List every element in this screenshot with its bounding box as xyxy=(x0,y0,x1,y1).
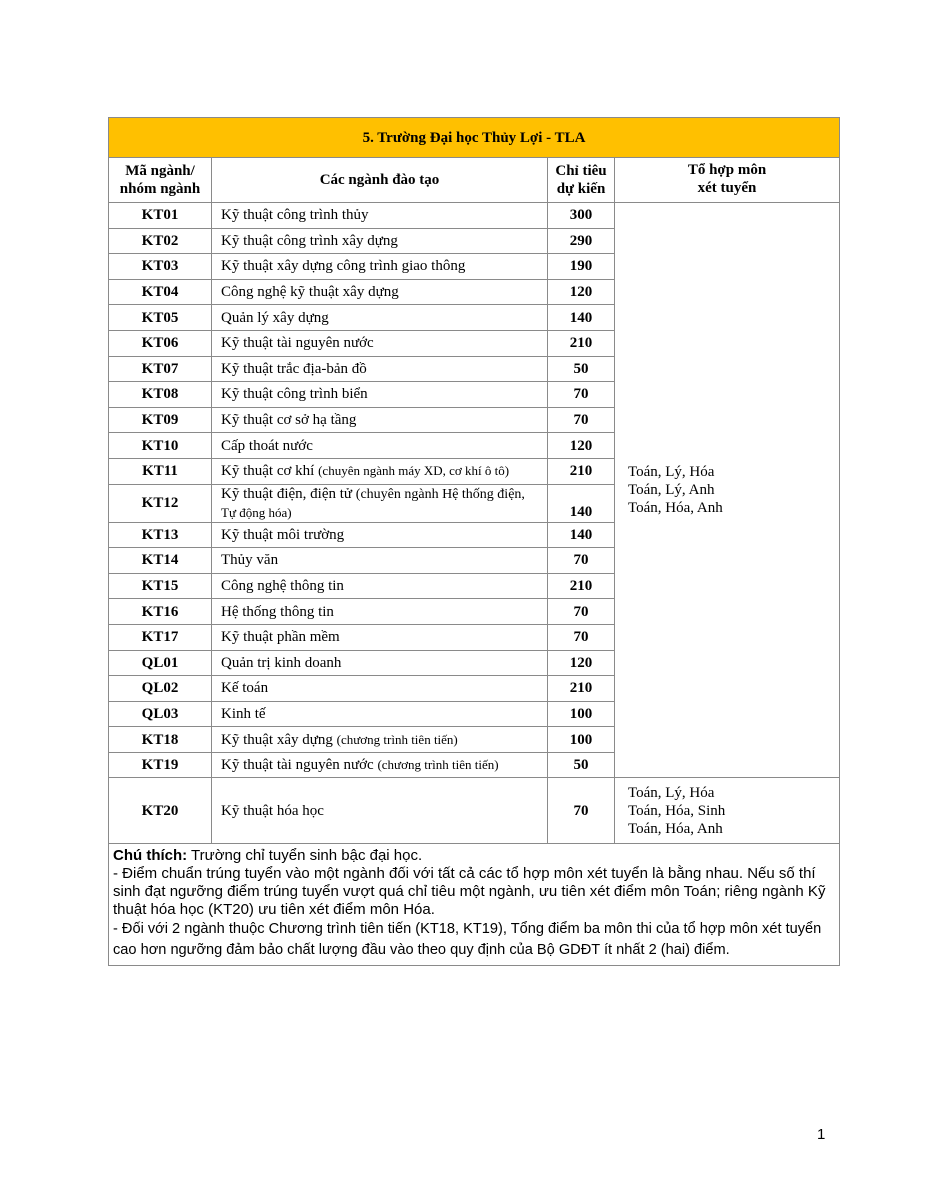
header-quota xyxy=(548,158,615,203)
program-quota: 190 xyxy=(548,254,615,280)
subject-combo: Toán, Lý, Hóa xyxy=(628,784,715,801)
program-name: Kỹ thuật tài nguyên nước xyxy=(221,757,374,774)
notes-line1 xyxy=(113,847,837,865)
program-quota: 70 xyxy=(548,599,615,625)
program-note: (chuyên ngành máy XD, cơ khí ô tô) xyxy=(318,463,510,479)
program-name-cell xyxy=(212,484,548,522)
program-name-cell xyxy=(212,727,548,753)
program-name: Kỹ thuật phần mềm xyxy=(221,629,340,646)
program-name: Kỹ thuật tài nguyên nước xyxy=(221,335,374,352)
program-quota: 120 xyxy=(548,279,615,305)
program-quota: 140 xyxy=(548,522,615,548)
program-name: Kỹ thuật môi trường xyxy=(221,526,345,543)
program-name-cell xyxy=(212,778,548,844)
header-quota-line1: Chỉ tiêu xyxy=(555,163,607,179)
program-code: QL01 xyxy=(109,650,212,676)
notes xyxy=(109,844,840,966)
program-code: KT15 xyxy=(109,573,212,599)
program-name: Kỹ thuật công trình thủy xyxy=(221,207,369,224)
program-quota: 50 xyxy=(548,356,615,382)
notes-para2: - Điểm chuẩn trúng tuyển vào một ngành đối với tất cả các tổ hợp môn xét tuyển là bằng nhau. Nếu số thí sinh đạt ngưỡng điểm trúng tuyển vượt quá chỉ tiêu một ngành, ưu tiên xét điểm môn Toán; riêng ngành Kỹ thuật hóa học (KT20) ưu tiên xét điểm môn Hóa. xyxy=(113,865,826,919)
program-name: Quản lý xây dựng xyxy=(221,309,329,326)
program-name-cell xyxy=(212,624,548,650)
subject-combo: Toán, Lý, Anh xyxy=(628,482,715,499)
program-name: Kỹ thuật xây dựng xyxy=(221,731,333,748)
program-code: KT01 xyxy=(109,203,212,229)
program-note: (chuyên ngành Hệ thống điện, xyxy=(355,486,525,502)
program-code: KT19 xyxy=(109,752,212,778)
subject-combo: Toán, Lý, Hóa xyxy=(628,464,715,481)
program-code: QL02 xyxy=(109,676,212,702)
program-name: Công nghệ thông tin xyxy=(221,578,344,595)
notes-para3: - Đối với 2 ngành thuộc Chương trình tiên tiến (KT18, KT19), Tổng điểm ba môn thi của tổ hợp môn xét tuyển cao hơn ngưỡng đảm bảo chất lượng đầu vào theo quy định của Bộ GDĐT ít nhất 2 (hai) điểm. xyxy=(113,921,822,958)
header-code xyxy=(109,158,212,203)
program-name: Cấp thoát nước xyxy=(221,437,313,454)
program-name: Kế toán xyxy=(221,680,269,697)
header-code-line1: Mã ngành/ xyxy=(125,163,195,179)
program-name: Kỹ thuật công trình xây dựng xyxy=(221,232,398,249)
notes-row xyxy=(109,844,840,966)
program-name-cell xyxy=(212,305,548,331)
program-name-cell xyxy=(212,522,548,548)
program-name-cell xyxy=(212,382,548,408)
program-code: QL03 xyxy=(109,701,212,727)
program-name-cell xyxy=(212,701,548,727)
subject-combos-kt20 xyxy=(615,778,840,844)
program-name: Hệ thống thông tin xyxy=(221,603,334,620)
program-code: KT11 xyxy=(109,458,212,484)
program-quota: 210 xyxy=(548,573,615,599)
program-note-cont: Tự động hóa) xyxy=(221,504,292,520)
program-name-cell xyxy=(212,254,548,280)
program-code: KT03 xyxy=(109,254,212,280)
header-combo-line2: xét tuyển xyxy=(697,180,757,196)
program-quota: 70 xyxy=(548,382,615,408)
program-name-cell xyxy=(212,330,548,356)
program-code: KT10 xyxy=(109,433,212,459)
program-code: KT06 xyxy=(109,330,212,356)
page-number: 1 xyxy=(817,1126,826,1143)
program-code: KT18 xyxy=(109,727,212,753)
program-quota: 70 xyxy=(548,624,615,650)
program-code: KT04 xyxy=(109,279,212,305)
program-note: (chương trình tiên tiến) xyxy=(377,757,499,773)
program-quota: 100 xyxy=(548,727,615,753)
program-name-cell xyxy=(212,407,548,433)
program-code: KT20 xyxy=(109,778,212,844)
program-quota: 210 xyxy=(548,458,615,484)
program-code: KT16 xyxy=(109,599,212,625)
header-combo-line1: Tổ hợp môn xyxy=(687,162,767,178)
program-code: KT13 xyxy=(109,522,212,548)
program-code: KT08 xyxy=(109,382,212,408)
program-quota: 120 xyxy=(548,433,615,459)
program-name: Kỹ thuật hóa học xyxy=(221,802,324,819)
program-name-cell xyxy=(212,752,548,778)
program-quota: 300 xyxy=(548,203,615,229)
program-quota: 210 xyxy=(548,330,615,356)
program-name: Kinh tế xyxy=(221,705,266,722)
program-name-cell xyxy=(212,279,548,305)
program-code: KT12 xyxy=(109,484,212,522)
program-code: KT17 xyxy=(109,624,212,650)
program-name-cell xyxy=(212,356,548,382)
header-combo xyxy=(615,158,840,203)
program-name-cell xyxy=(212,676,548,702)
notes-label: Chú thích: xyxy=(113,847,188,865)
header-name: Các ngành đào tạo xyxy=(212,158,548,203)
program-name: Công nghệ kỹ thuật xây dựng xyxy=(221,284,399,301)
notes-line1-text: Trường chỉ tuyển sinh bậc đại học. xyxy=(187,847,423,865)
table-title: 5. Trường Đại học Thủy Lợi - TLA xyxy=(109,118,840,158)
program-name-cell xyxy=(212,548,548,574)
table-row xyxy=(109,778,840,844)
program-code: KT14 xyxy=(109,548,212,574)
program-name-cell xyxy=(212,203,548,229)
subject-combo: Toán, Hóa, Anh xyxy=(628,820,723,837)
program-name: Kỹ thuật điện, điện tử xyxy=(221,485,353,502)
subject-combos-main xyxy=(615,203,840,778)
admissions-table xyxy=(108,117,840,966)
program-quota: 70 xyxy=(548,778,615,844)
program-name: Kỹ thuật cơ sở hạ tầng xyxy=(221,412,357,429)
program-name-cell xyxy=(212,433,548,459)
program-quota: 140 xyxy=(548,305,615,331)
table-row xyxy=(109,203,840,229)
program-name-cell xyxy=(212,650,548,676)
subject-combo: Toán, Hóa, Anh xyxy=(628,500,723,517)
program-name-cell xyxy=(212,573,548,599)
program-name: Thủy văn xyxy=(221,552,279,569)
program-name-cell xyxy=(212,458,548,484)
program-name: Kỹ thuật công trình biển xyxy=(221,386,368,403)
header-quota-line2: dự kiến xyxy=(556,181,606,197)
program-quota: 70 xyxy=(548,407,615,433)
program-name: Kỹ thuật cơ khí xyxy=(221,463,315,480)
program-code: KT07 xyxy=(109,356,212,382)
program-quota: 70 xyxy=(548,548,615,574)
program-quota: 210 xyxy=(548,676,615,702)
program-note: (chương trình tiên tiến) xyxy=(336,731,458,747)
program-name: Kỹ thuật trắc địa-bản đồ xyxy=(221,360,367,377)
program-name-cell xyxy=(212,228,548,254)
program-name: Quản trị kinh doanh xyxy=(221,654,342,671)
program-quota: 120 xyxy=(548,650,615,676)
subject-combo: Toán, Hóa, Sinh xyxy=(628,802,726,819)
program-quota: 290 xyxy=(548,228,615,254)
program-quota: 50 xyxy=(548,752,615,778)
program-code: KT05 xyxy=(109,305,212,331)
program-code: KT02 xyxy=(109,228,212,254)
program-name: Kỹ thuật xây dựng công trình giao thông xyxy=(221,258,466,275)
program-name-cell xyxy=(212,599,548,625)
header-code-line2: nhóm ngành xyxy=(119,181,201,197)
header-row xyxy=(109,158,840,203)
program-quota: 100 xyxy=(548,701,615,727)
program-quota: 140 xyxy=(548,484,615,522)
program-code: KT09 xyxy=(109,407,212,433)
